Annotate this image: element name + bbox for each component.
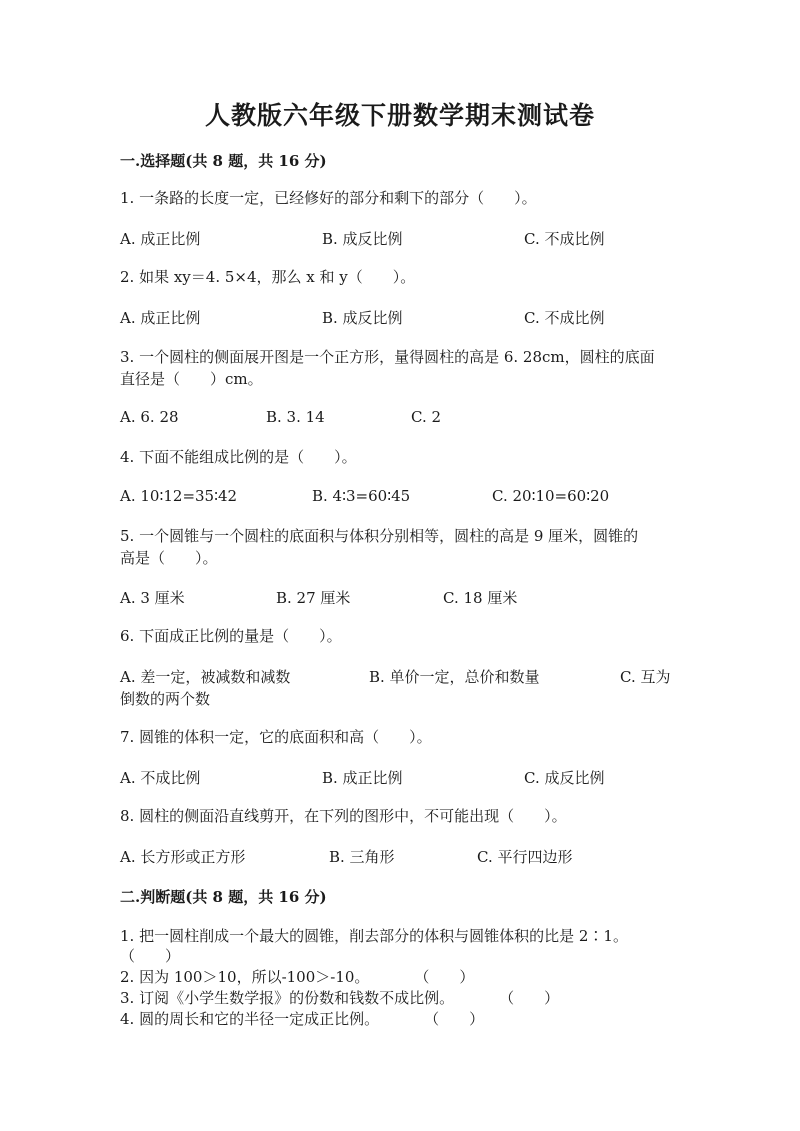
tf-item-1-line-1: 1. 把一圆柱削成一个最大的圆锥，削去部分的体积与圆锥体积的比是 2∶1。 — [120, 927, 628, 945]
q1-option-a: A. 成正比例 — [120, 230, 201, 248]
q7-option-b: B. 成正比例 — [322, 769, 403, 787]
q5-option-a: A. 3 厘米 — [120, 589, 185, 607]
section-1-heading: 一.选择题(共 8 题，共 16 分) — [120, 152, 327, 170]
q1-option-b: B. 成反比例 — [322, 230, 403, 248]
q6-option-a: A. 差一定，被减数和减数 — [120, 668, 291, 686]
q8-option-b: B. 三角形 — [329, 848, 395, 866]
q1-option-c: C. 不成比例 — [524, 230, 605, 248]
q8-option-a: A. 长方形或正方形 — [120, 848, 246, 866]
q6-option-c: C. 互为 — [620, 668, 671, 686]
q3-option-c: C. 2 — [411, 408, 442, 426]
q6-option-b: B. 单价一定，总价和数量 — [369, 668, 540, 686]
q8-option-c: C. 平行四边形 — [477, 848, 573, 866]
question-1: 1. 一条路的长度一定，已经修好的部分和剩下的部分（ ）。 — [120, 189, 537, 207]
q4-option-a: A. 10∶12=35∶42 — [120, 487, 238, 505]
question-5-line-2: 高是（ ）。 — [120, 549, 218, 567]
tf-item-2: 2. 因为 100＞10，所以-100＞-10。 （ ） — [120, 968, 475, 986]
q3-option-b: B. 3. 14 — [266, 408, 325, 426]
q4-option-b: B. 4∶3=60∶45 — [312, 487, 411, 505]
tf-item-1-line-2: （ ） — [120, 947, 181, 965]
page-title: 人教版六年级下册数学期末测试卷 — [204, 101, 595, 130]
q7-option-c: C. 成反比例 — [524, 769, 605, 787]
tf-item-4: 4. 圆的周长和它的半径一定成正比例。 （ ） — [120, 1010, 485, 1028]
question-3-line-2: 直径是（ ）cm。 — [120, 370, 263, 388]
q5-option-b: B. 27 厘米 — [276, 589, 351, 607]
question-6: 6. 下面成正比例的量是（ ）。 — [120, 627, 342, 645]
tf-item-3: 3. 订阅《小学生数学报》的份数和钱数不成比例。 （ ） — [120, 989, 560, 1007]
q2-option-c: C. 不成比例 — [524, 309, 605, 327]
q4-option-c: C. 20∶10=60∶20 — [492, 487, 610, 505]
question-8: 8. 圆柱的侧面沿直线剪开，在下列的图形中，不可能出现（ ）。 — [120, 807, 567, 825]
q3-option-a: A. 6. 28 — [120, 408, 179, 426]
question-3-line-1: 3. 一个圆柱的侧面展开图是一个正方形，量得圆柱的高是 6. 28cm，圆柱的底面 — [120, 348, 655, 366]
q2-option-a: A. 成正比例 — [120, 309, 201, 327]
question-2: 2. 如果 xy＝4. 5×4，那么 x 和 y（ ）。 — [120, 268, 416, 286]
q6-option-c-continuation: 倒数的两个数 — [120, 690, 211, 708]
q2-option-b: B. 成反比例 — [322, 309, 403, 327]
question-5-line-1: 5. 一个圆锥与一个圆柱的底面积与体积分别相等，圆柱的高是 9 厘米，圆锥的 — [120, 527, 639, 545]
section-2-heading: 二.判断题(共 8 题，共 16 分) — [120, 888, 327, 906]
question-7: 7. 圆锥的体积一定，它的底面积和高（ ）。 — [120, 728, 432, 746]
q5-option-c: C. 18 厘米 — [443, 589, 518, 607]
q7-option-a: A. 不成比例 — [120, 769, 201, 787]
question-4: 4. 下面不能组成比例的是（ ）。 — [120, 448, 357, 466]
